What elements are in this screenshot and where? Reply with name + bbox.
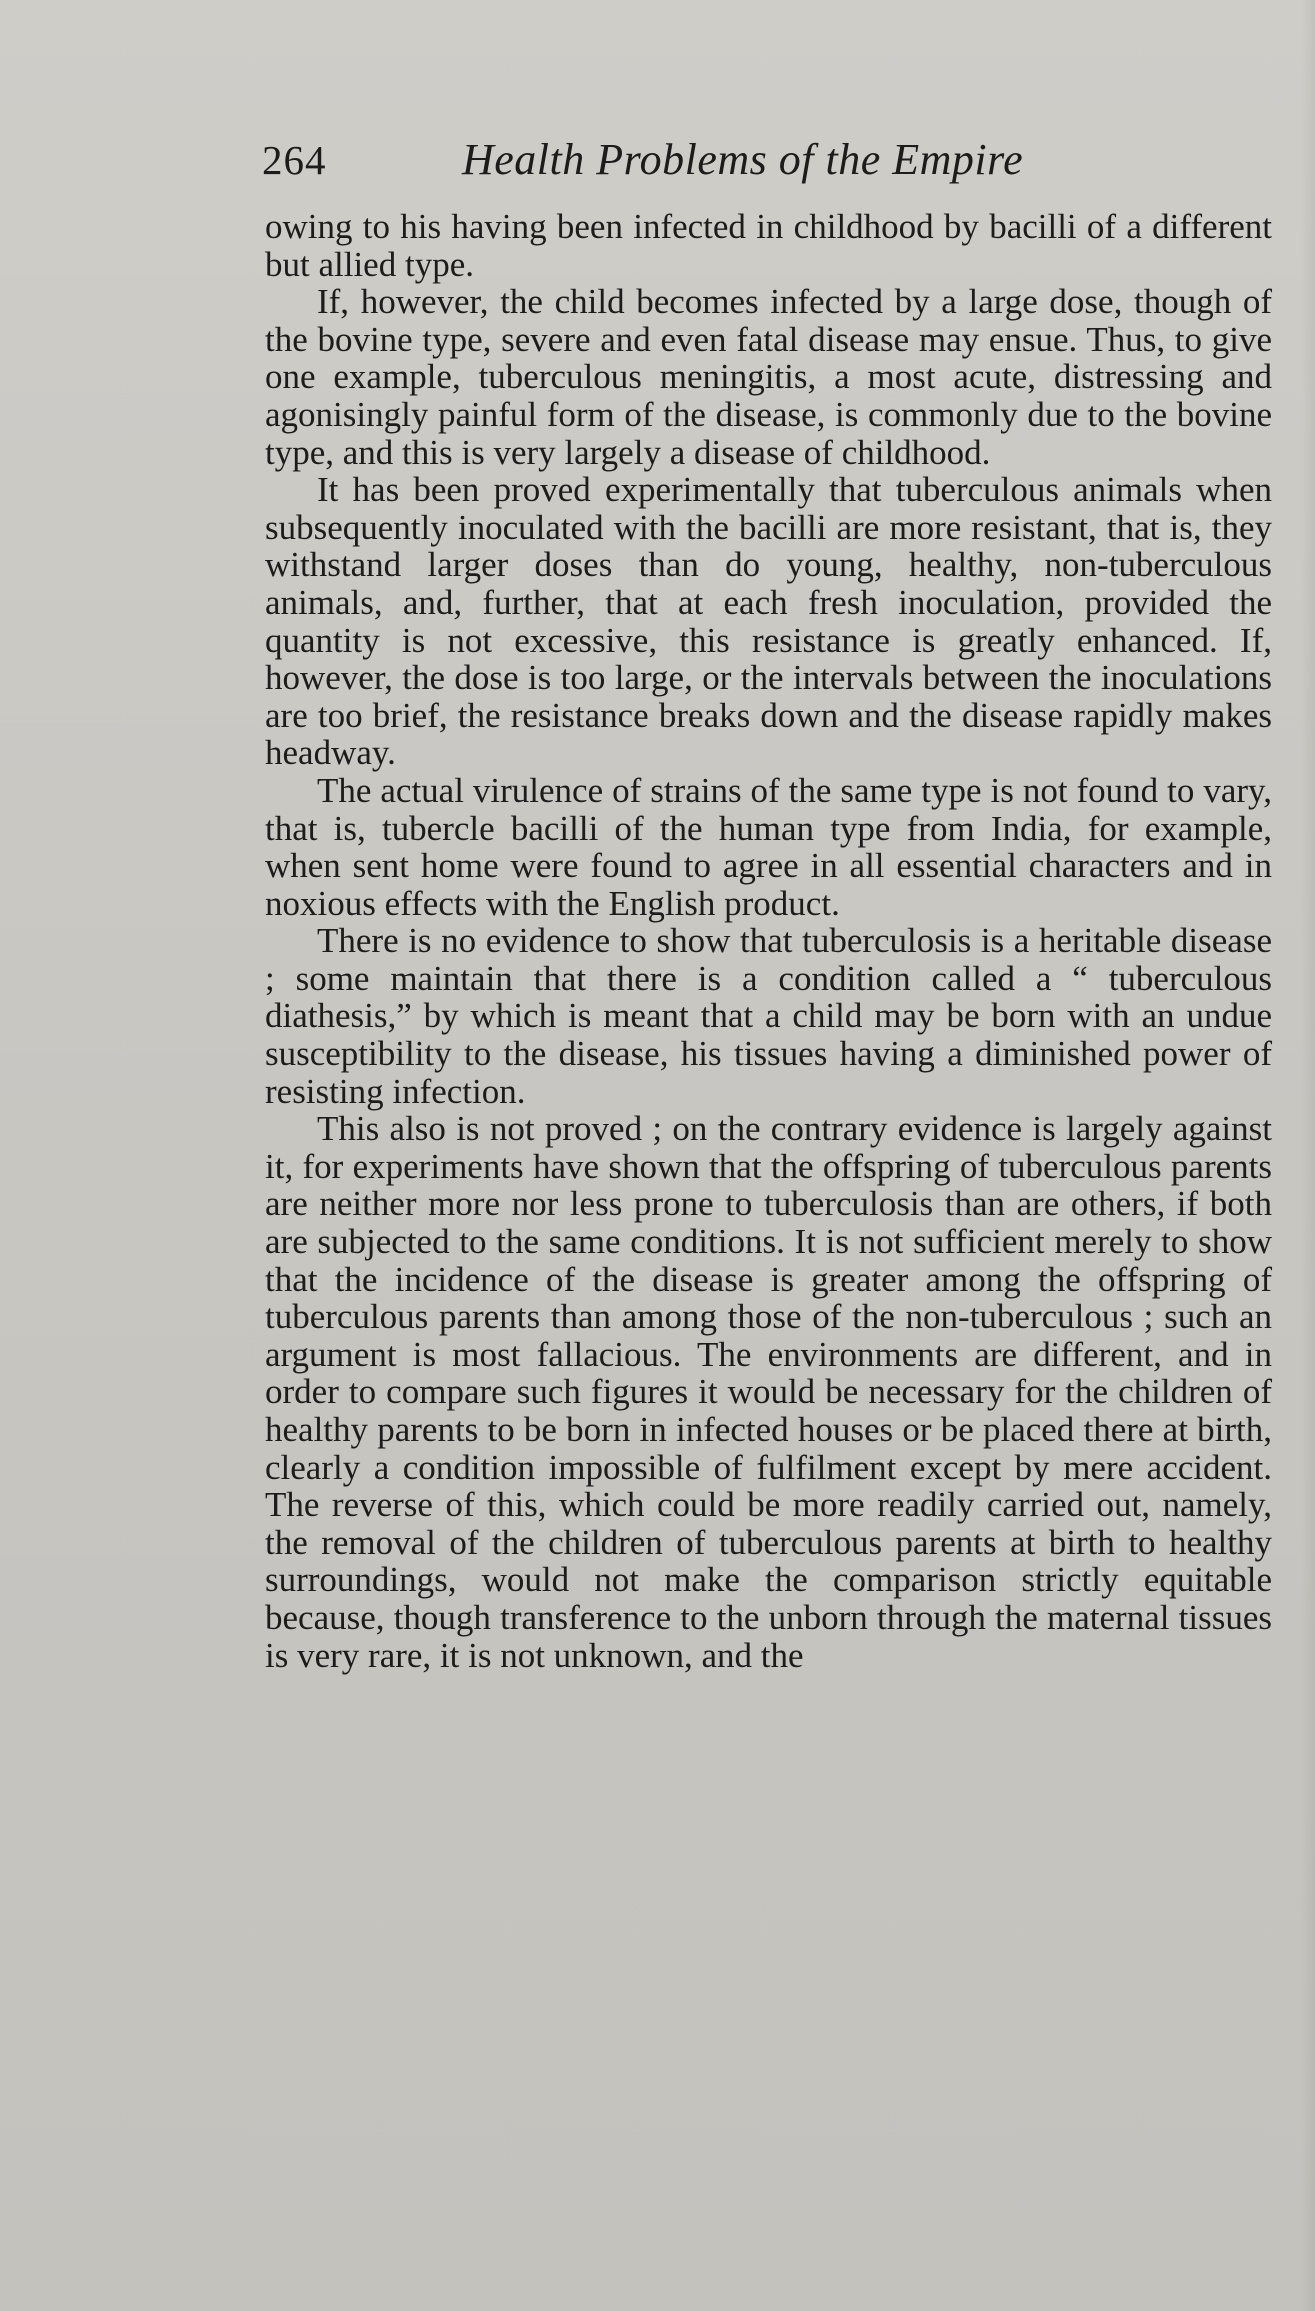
page-header bbox=[262, 130, 1272, 190]
page-edge-shadow bbox=[1301, 0, 1315, 2311]
paragraph-continued: owing to his having been infected in childhood by bacilli of a different but allied type. bbox=[265, 207, 1272, 284]
paragraph-experimental-resistance: It has been proved experimentally that tuberculous animals when subsequently inoculated with the bacilli are more resistant, that is, they withstand larger doses than do young, healthy, non-tuberculous animals, and, further, that at each fresh inoculation, provided the quantity is not excessive, this resistance is greatly enhanced. If, however, the dose is too large, or the intervals between the inoculations are too brief, the resistance breaks down and the disease rapidly makes headway. bbox=[265, 470, 1272, 773]
paragraph-not-proved: This also is not proved ; on the contrary evidence is largely against it, for experiments have shown that the offspring of tuberculous parents are neither more nor less prone to tuberculosis than are others, if both are subjected to the same conditions. It is not sufficient merely to show that the incidence of the disease is greater among the offspring of tuberculous parents than among those of the non-tuberculous ; such an argument is most fallacious. The environments are different, and in order to compare such figures it would be necessary for the children of healthy parents to be born in infected houses or be placed there at birth, clearly a condition impossible of fulfilment except by mere accident. The reverse of this, which could be more readily carried out, namely, the removal of the children of tuberculous parents at birth to healthy surroundings, would not make the comparison strictly equitable because, though transference to the unborn through the maternal tissues is very rare, it is not unknown, and the bbox=[265, 1109, 1272, 1675]
paragraph-heritability: There is no evidence to show that tuberculosis is a heritable disease ; some maintain that there is a condition called a “ tuberculous diathesis,” by which is meant that a child may be born with an undue susceptibility to the disease, his tissues having a diminished power of resisting infection. bbox=[265, 921, 1272, 1111]
paragraph-bovine-infection: If, however, the child becomes infected by a large dose, though of the bovine type, severe and even fatal disease may ensue. Thus, to give one example, tuberculous meningitis, a most acute, distressing and agonisingly painful form of the disease, is commonly due to the bovine type, and this is very largely a disease of childhood. bbox=[265, 282, 1272, 472]
body-text bbox=[265, 208, 1272, 1674]
running-title: Health Problems of the Empire bbox=[462, 135, 1024, 184]
page-number: 264 bbox=[262, 137, 327, 183]
paragraph-virulence-strains: The actual virulence of strains of the same type is not found to vary, that is, tubercle bacilli of the human type from India, for example, when sent home were found to agree in all essential characters and in noxious effects with the English product. bbox=[265, 770, 1272, 923]
